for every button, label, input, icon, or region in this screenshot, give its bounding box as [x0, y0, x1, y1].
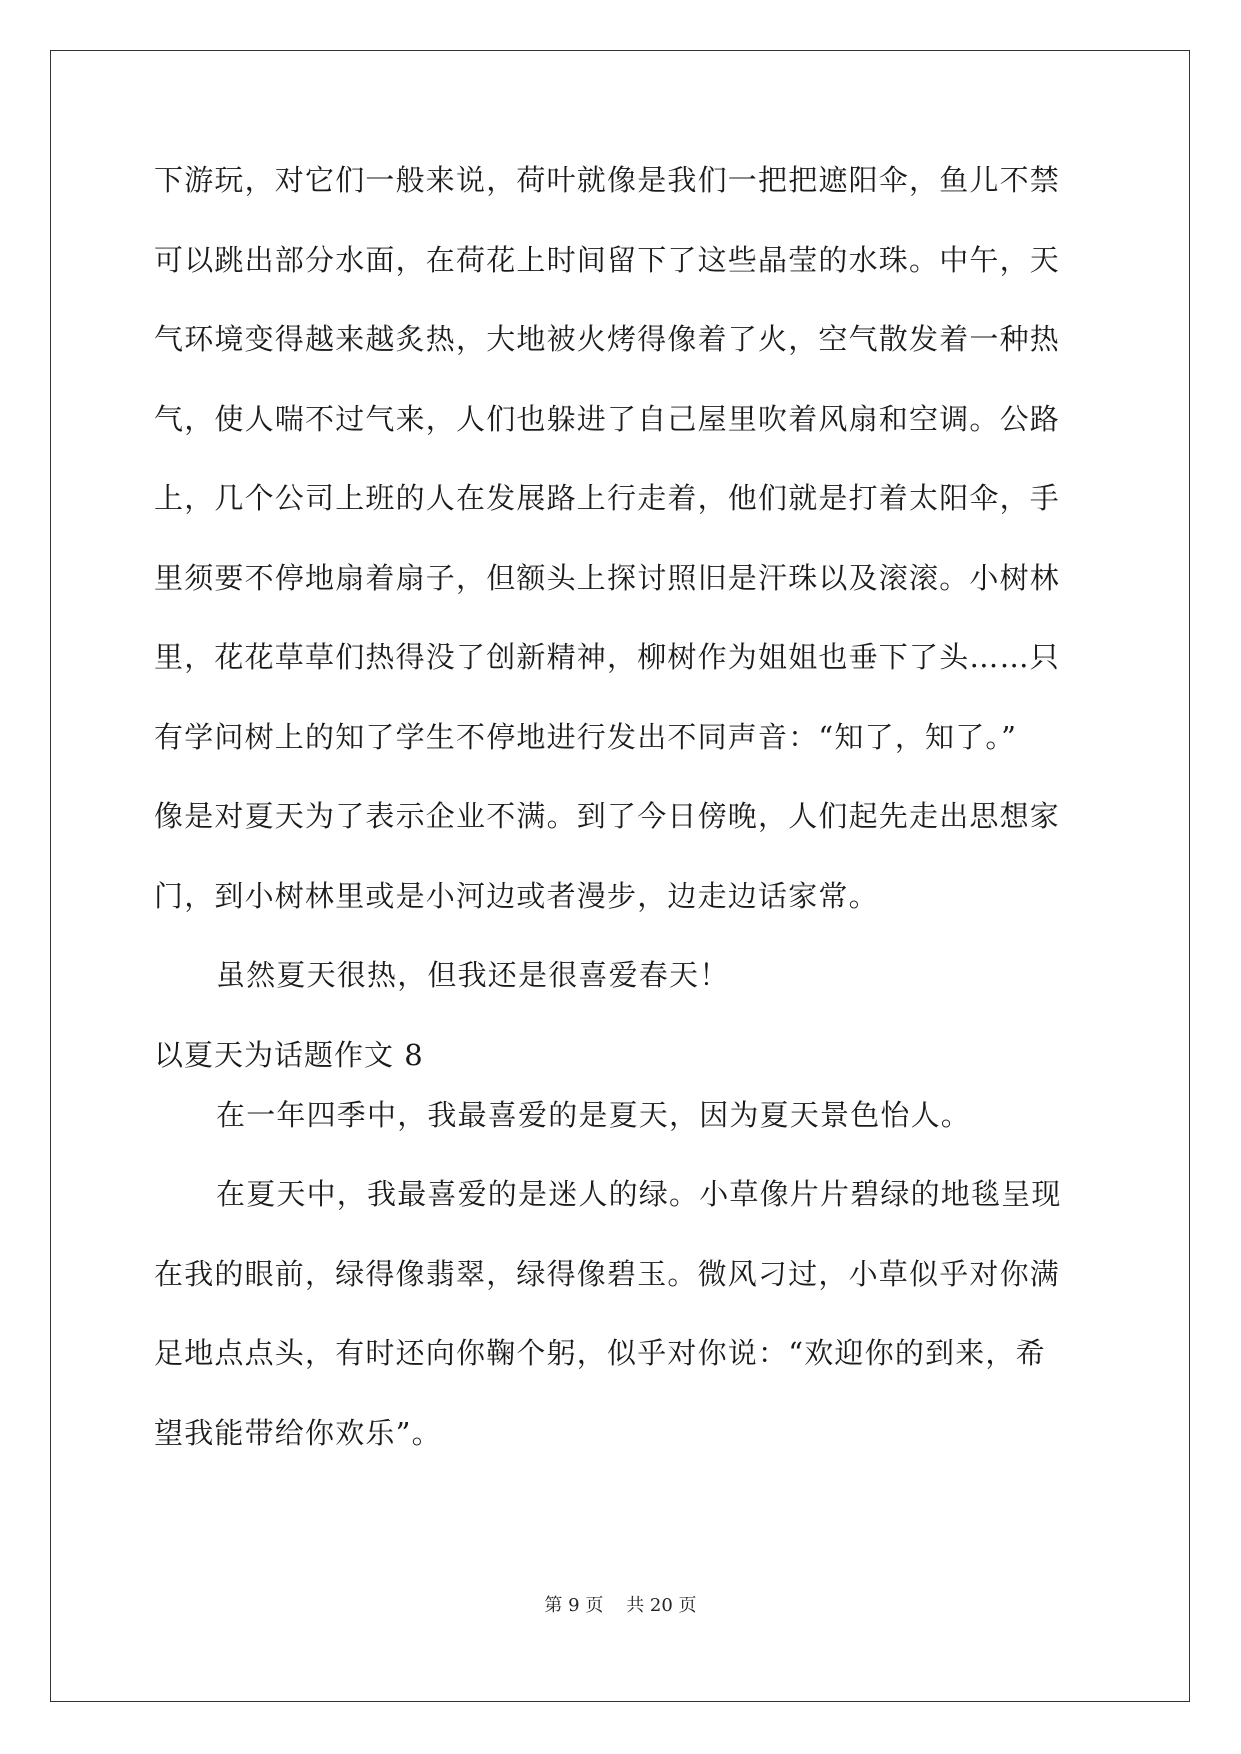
closing-paragraph: 虽然夏天很热，但我还是很喜爱春天！ [216, 958, 730, 992]
text-line: 里，花花草草们热得没了创新精神，柳树作为姐姐也垂下了头……只 [154, 640, 1061, 674]
text-line: 门，到小树林里或是小河边或者漫步，边走边话家常。 [154, 878, 879, 913]
document-body [154, 160, 1094, 1492]
page-number-footer: 第 9 页 共 20 页 [544, 1595, 697, 1616]
intro-paragraph: 在一年四季中，我最喜爱的是夏天，因为夏天景色怡人。 [216, 1097, 972, 1132]
text-line: 里须要不停地扇着扇子，但额头上探讨照旧是汗珠以及滚滚。小树林 [154, 560, 1061, 595]
text-line: 像是对夏天为了表示企业不满。到了今日傍晚，人们起先走出思想家 [154, 799, 1061, 833]
text-line: 在我的眼前，绿得像翡翠，绿得像碧玉。微风刁过，小草似乎对你满 [154, 1256, 1061, 1291]
text-line: 上，几个公司上班的人在发展路上行走着，他们就是打着太阳伞，手 [154, 481, 1061, 515]
text-line: 可以跳出部分水面，在荷花上时间留下了这些晶莹的水珠。中午，天 [154, 242, 1061, 277]
text-line: 气，使人喘不过气来，人们也躲进了自己屋里吹着风扇和空调。公路 [154, 401, 1061, 436]
text-line: 下游玩，对它们一般来说，荷叶就像是我们一把把遮阳伞，鱼儿不禁 [154, 163, 1061, 197]
text-line: 望我能带给你欢乐”。 [154, 1415, 442, 1450]
text-line: 气环境变得越来越炙热，大地被火烤得像着了火，空气散发着一种热 [154, 322, 1061, 356]
text-line: 在夏天中，我最喜爱的是迷人的绿。小草像片片碧绿的地毯呈现 [216, 1177, 1062, 1211]
text-line: 足地点点头，有时还向你鞠个躬，似乎对你说：“欢迎你的到来，希 [154, 1336, 1046, 1370]
section-heading: 以夏天为话题作文 8 [154, 1037, 424, 1072]
text-line: 有学问树上的知了学生不停地进行发出不同声音：“知了，知了。” [154, 719, 1018, 754]
